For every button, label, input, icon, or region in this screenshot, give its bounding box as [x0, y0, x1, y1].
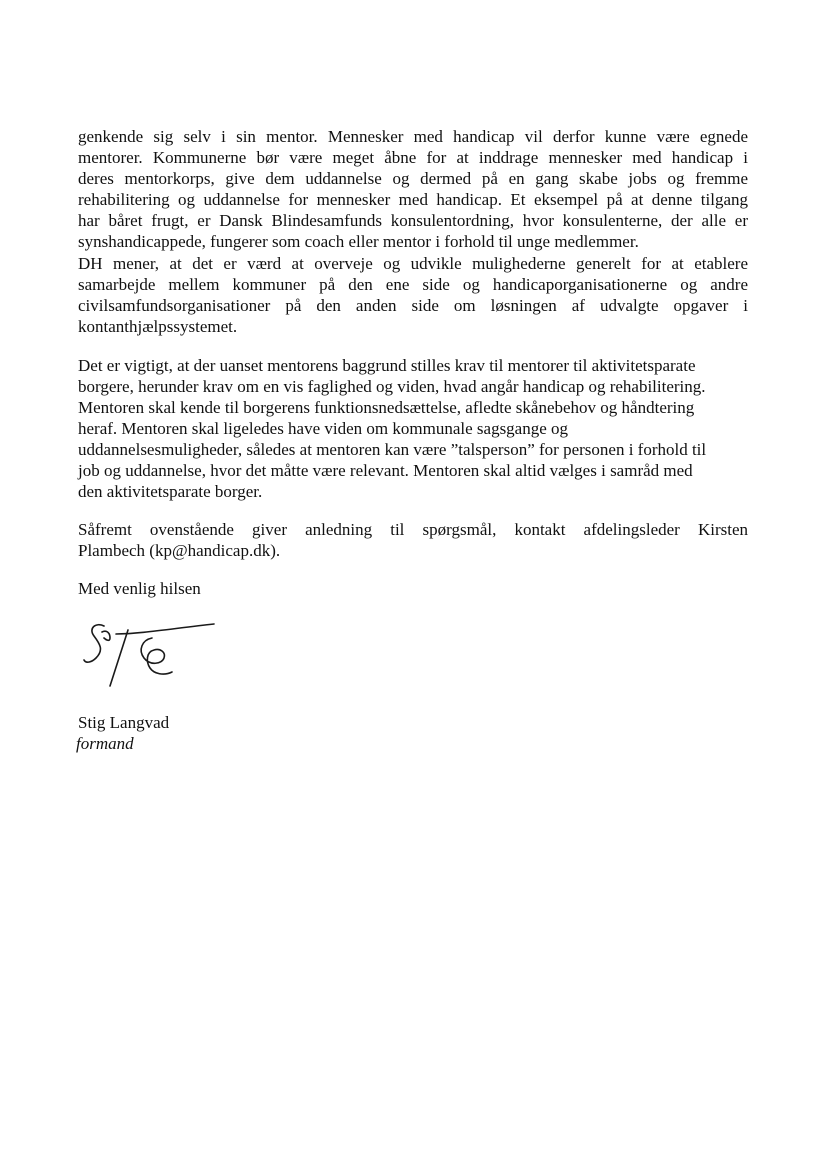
signer-title: formand: [76, 734, 134, 753]
handwritten-signature: [80, 618, 220, 690]
text-line: synshandicappede, fungerer som coach eller mentor i forhold til unge medlemmer.: [78, 232, 639, 251]
text-line: genkende sig selv i sin mentor. Mennesker med handicap vil derfor kunne være egnede: [78, 127, 748, 146]
text-line: Det er vigtigt, at der uanset mentorens baggrund stilles krav til mentorer til aktivitetsparate: [78, 356, 696, 375]
text-line: heraf. Mentoren skal ligeledes have viden om kommunale sagsgange og: [78, 419, 569, 438]
text-line: borgere, herunder krav om en vis faglighed og viden, hvad angår handicap og rehabilitering.: [78, 377, 706, 396]
text-line: rehabilitering og uddannelse for mennesker med handicap. Et eksempel på at denne tilgang: [78, 190, 748, 209]
text-line: Mentoren skal kende til borgerens funktionsnedsættelse, afledte skånebehov og håndtering: [78, 398, 695, 417]
paragraph-mentor-handicap: [78, 126, 748, 252]
text-line: har båret frugt, er Dansk Blindesamfunds konsulentordning, hvor konsulenterne, der alle er: [78, 211, 748, 230]
text-line: civilsamfundsorganisationer på den anden side om løsningen af udvalgte opgaver i: [78, 296, 748, 315]
text-line: kontanthjælpssystemet.: [78, 317, 238, 336]
closing-salutation: Med venlig hilsen: [78, 579, 201, 598]
text-line: samarbejde mellem kommuner på den ene side og handicaporganisationerne og andre: [78, 275, 748, 294]
text-line: job og uddannelse, hvor det måtte være relevant. Mentoren skal altid vælges i samråd med: [78, 461, 693, 480]
text-line: uddannelsesmuligheder, således at mentoren kan være ”talsperson” for personen i forhold til: [78, 440, 707, 459]
paragraph-mentor-requirements: [78, 355, 748, 502]
paragraph-dh-opinion: [78, 253, 748, 337]
text-line: deres mentorkorps, give dem uddannelse og dermed på en gang skabe jobs og fremme: [78, 169, 748, 188]
paragraph-contact: [78, 519, 748, 561]
text-line: mentorer. Kommunerne bør være meget åbne for at inddrage mennesker med handicap i: [78, 148, 748, 167]
text-line: DH mener, at det er værd at overveje og udvikle mulighederne generelt for at etablere: [78, 254, 748, 273]
text-line: den aktivitetsparate borger.: [78, 482, 263, 501]
signer-name: Stig Langvad: [78, 713, 170, 732]
text-line: Plambech (kp@handicap.dk).: [78, 541, 281, 560]
text-line: Såfremt ovenstående giver anledning til spørgsmål, kontakt afdelingsleder Kirsten: [78, 520, 748, 539]
